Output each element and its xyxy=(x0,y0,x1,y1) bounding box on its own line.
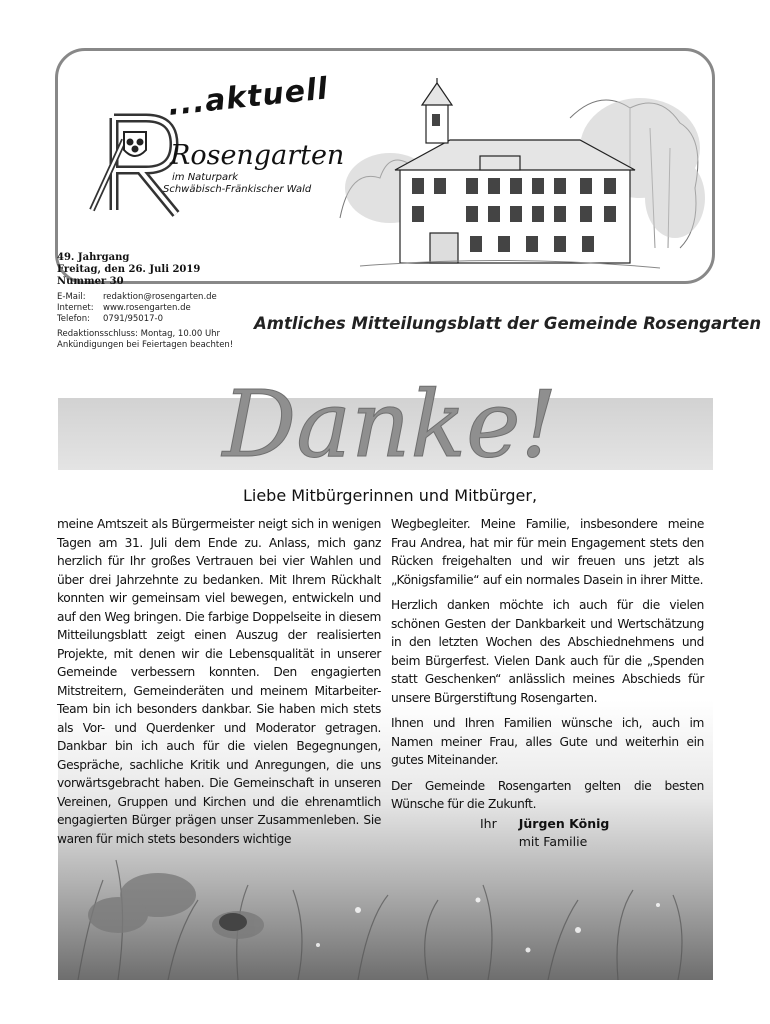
brand-aktuell: ...aktuell xyxy=(166,71,331,123)
contact-phone: Telefon: 0791/95017-0 xyxy=(57,314,164,324)
brand-subtitle-2: Schwäbisch-Fränkischer Wald xyxy=(163,184,312,195)
signature-name: Jürgen König xyxy=(518,816,610,831)
letter-greeting: Liebe Mitbürgerinnen und Mitbürger, xyxy=(242,486,538,505)
holiday-note: Ankündigungen bei Feiertagen beachten! xyxy=(57,340,234,350)
signature-prefix: Ihr xyxy=(480,816,497,831)
contact-email: E-Mail: redaktion@rosengarten.de xyxy=(57,292,217,302)
town-hall-illustration xyxy=(330,78,708,278)
letter-paragraph: Wegbegleiter. Meine Familie, insbesondere meine Frau Andrea, hat mir für mein Engagement stets den Rücken freigehalten und wir freuen uns jetzt als „Königsfamilie“ auf ein normales Dasein in ihrer Mitte. xyxy=(391,517,704,587)
issue-info xyxy=(57,252,247,351)
danke-heading xyxy=(200,360,580,480)
signature xyxy=(480,815,609,851)
letter-paragraph: Herzlich danken möchte ich auch für die vielen schönen Gesten der Dankbarkeit und Wertschätzung in den letzten Wochen des Abschiednehmens und beim Bürgerfest. Vielen Dank auch für die „Spenden statt Geschenken“ anlässlich meines Abschieds für unsere Bürgerstiftung Rosengarten. xyxy=(391,598,704,705)
letter-paragraph: Ihnen und Ihren Familien wünsche ich, auch im Namen meiner Frau, alles Gute und weiterhin ein gutes Miteinander. xyxy=(391,716,704,767)
issue-number: Nummer 30 xyxy=(57,276,124,287)
letter-paragraph: meine Amtszeit als Bürgermeister neigt sich in wenigen Tagen am 31. Juli dem Ende zu. Anlass, mich ganz herzlich für Ihr großes Vertrauen bei vier Wahlen und über drei Jahrzehnte zu bedanken. Mit Ihrem Rückhalt konnten wir gemeinsam viel bewegen, entwickeln und auf den Weg bringen. Die farbige Doppelseite in diesem Mitteilungsblatt zeigt einen Auszug der realisierten Projekte, mit denen wir die Lebensqualität in unserer Gemeinde verbessern konnten. Den engagierten Mitstreitern, Gemeinderäten und meinem Mitarbeiter-Team bin ich besonders dankbar. Sie haben mich stets als Vor- und Querdenker und Moderator getragen. Dankbar bin ich auch für die vielen Begegnungen, Gespräche, sachliche Kritik und Anregungen, die uns vorwärtsgebracht haben. Die Gemeinschaft in unseren Vereinen, Gruppen und Kirchen und die ehrenamtlich engagierten Bürger prägen unser Zusammenleben. Sie waren für mich stets besonders wichtige xyxy=(57,517,381,846)
volume: 49. Jahrgang xyxy=(57,252,130,263)
issue-date: Freitag, den 26. Juli 2019 xyxy=(57,264,201,275)
danke-text: Danke! xyxy=(222,371,558,478)
rosengarten-logo-icon xyxy=(84,110,184,220)
official-title: Amtliches Mitteilungsblatt der Gemeinde Rosengarten xyxy=(254,314,762,333)
brand-subtitle-1: im Naturpark xyxy=(172,172,239,183)
brand-name: Rosengarten xyxy=(170,140,345,171)
signature-suffix: mit Familie xyxy=(518,834,588,849)
letter-left-column xyxy=(57,515,381,855)
contact-internet: Internet: www.rosengarten.de xyxy=(57,303,191,313)
deadline-note: Redaktionsschluss: Montag, 10.00 Uhr xyxy=(57,329,221,339)
letter-paragraph: Der Gemeinde Rosengarten gelten die besten Wünsche für die Zukunft. xyxy=(391,778,704,811)
letter-right-column xyxy=(391,515,704,821)
